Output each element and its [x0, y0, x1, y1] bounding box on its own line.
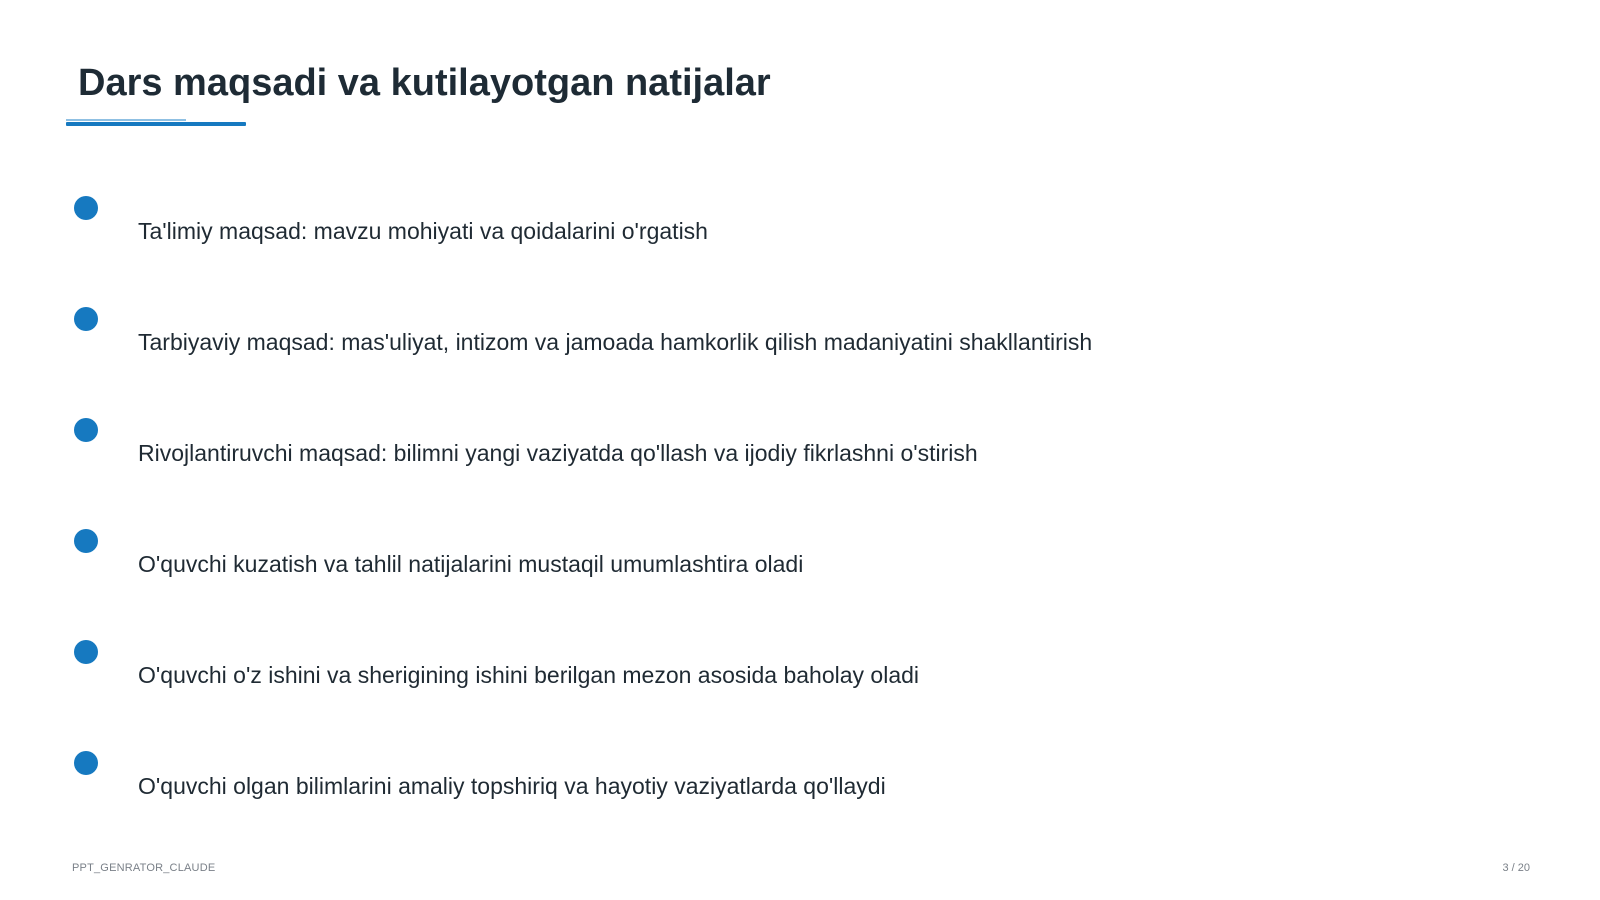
bullet-text: O'quvchi olgan bilimlarini amaliy topshiriq va hayotiy vaziyatlarda qo'llaydi — [138, 773, 886, 799]
bullet-item — [0, 196, 1600, 256]
bullet-text: Rivojlantiruvchi maqsad: bilimni yangi vaziyatda qo'llash va ijodiy fikrlashni o'stirish — [138, 440, 978, 466]
footer-source: PPT_GENRATOR_CLAUDE — [72, 862, 216, 874]
slide-title: Dars maqsadi va kutilayotgan natijalar — [78, 62, 771, 104]
bullet-item — [0, 751, 1600, 811]
bullet-item — [0, 307, 1600, 367]
bullet-dot-icon — [74, 751, 98, 775]
bullet-dot-icon — [74, 640, 98, 664]
bullet-item — [0, 640, 1600, 700]
bullet-text: O'quvchi o'z ishini va sherigining ishini berilgan mezon asosida baholay oladi — [138, 662, 920, 688]
bullet-item — [0, 418, 1600, 478]
bullet-dot-icon — [74, 418, 98, 442]
bullet-text: Tarbiyaviy maqsad: mas'uliyat, intizom va jamoada hamkorlik qilish madaniyatini shakllantirish — [138, 329, 1093, 355]
bullet-dot-icon — [74, 529, 98, 553]
page-indicator: 3 / 20 — [1502, 862, 1530, 874]
bullet-text: Ta'limiy maqsad: mavzu mohiyati va qoidalarini o'rgatish — [138, 218, 708, 244]
bullet-dot-icon — [74, 196, 98, 220]
bullet-text: O'quvchi kuzatish va tahlil natijalarini mustaqil umumlashtira oladi — [138, 551, 804, 577]
bullet-dot-icon — [74, 307, 98, 331]
bullet-item — [0, 529, 1600, 589]
